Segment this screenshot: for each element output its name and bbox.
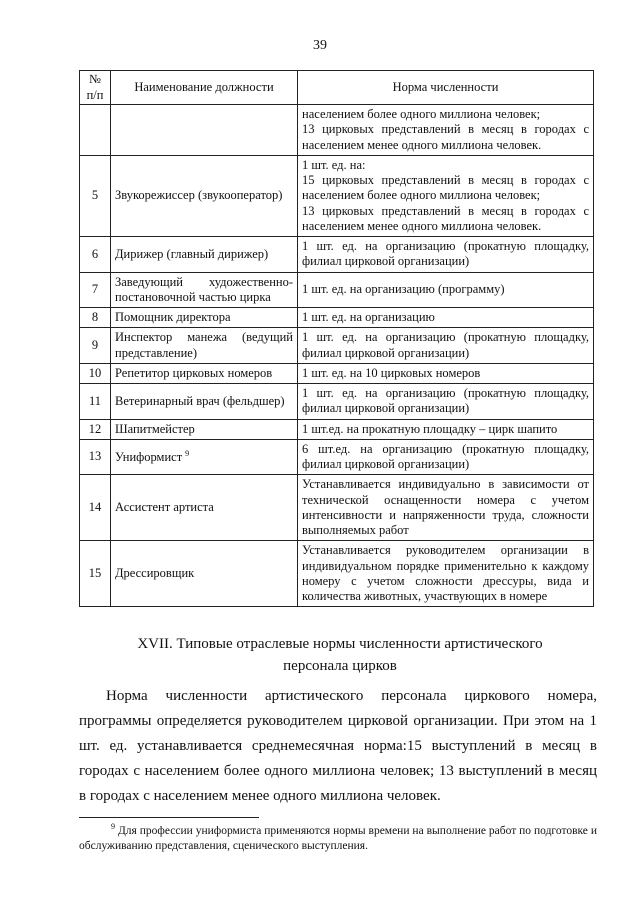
table-row xyxy=(80,384,594,420)
norm-line: 6 шт.ед. на организацию (прокатную площадку, филиал цирковой организации) xyxy=(302,441,589,471)
section-title xyxy=(90,634,590,678)
norm-line: Устанавливается руководителем организации в индивидуальном порядке применительно к каждому номеру с учетом сложности дрессуры, вида и количества животных, участвующих в номере xyxy=(302,543,589,603)
cell-num: 12 xyxy=(80,419,111,439)
cell-position xyxy=(111,105,298,156)
cell-position xyxy=(111,363,298,383)
cell-num: 7 xyxy=(80,272,111,308)
norm-line: 1 шт. ед. на 10 цирковых номеров xyxy=(302,365,481,380)
cell-position xyxy=(111,475,298,541)
norm-line: 1 шт. ед. на организацию (прокатную площадку, филиал цирковой организации) xyxy=(302,239,589,269)
table-row xyxy=(80,237,594,273)
cell-position xyxy=(111,328,298,364)
footnote-reference: 9 xyxy=(185,448,190,458)
table-header-row xyxy=(80,71,594,105)
cell-norm xyxy=(298,155,594,236)
position-label: Ассистент артиста xyxy=(115,500,214,515)
cell-num: 15 xyxy=(80,541,111,607)
cell-position xyxy=(111,155,298,236)
cell-norm xyxy=(298,272,594,308)
cell-position xyxy=(111,541,298,607)
cell-num: 13 xyxy=(80,439,111,475)
cell-norm xyxy=(298,475,594,541)
position-label: Ветеринарный врач (фельдшер) xyxy=(115,393,285,408)
staffing-norms-table xyxy=(79,70,594,607)
cell-norm xyxy=(298,384,594,420)
cell-position xyxy=(111,439,298,475)
footnote-text: Для профессии униформиста применяются нормы времени на выполнение работ по подготовке и обслуживанию представления, сценического выступления. xyxy=(79,824,597,852)
cell-num: 6 xyxy=(80,237,111,273)
norm-line: 1 шт.ед. на прокатную площадку – цирк шапито xyxy=(302,421,558,436)
cell-position xyxy=(111,384,298,420)
table-row xyxy=(80,541,594,607)
table-row xyxy=(80,363,594,383)
norm-line: населением более одного миллиона человек; xyxy=(302,107,541,121)
norm-line: 1 шт. ед. на: xyxy=(302,157,366,172)
table-row-continuation xyxy=(80,105,594,156)
cell-position xyxy=(111,419,298,439)
cell-norm xyxy=(298,363,594,383)
section-paragraph: Норма численности артистического персонала циркового номера, программы определяется руководителем цирковой организации. При этом на 1 шт. ед. устанавливается среднемесячная норма:15 выступлений в месяц в городах с населением более одного миллиона человек; 13 выступлений в месяц в городах с населением менее одного миллиона человек. xyxy=(79,688,597,804)
position-label: Шапитмейстер xyxy=(115,421,195,436)
position-label: Репетитор цирковых номеров xyxy=(115,365,273,380)
cell-norm xyxy=(298,237,594,273)
cell-norm xyxy=(298,419,594,439)
page-number: 39 xyxy=(313,38,327,53)
section-title-line-2: персонала цирков xyxy=(283,657,397,674)
header-norm: Норма численности xyxy=(298,71,594,105)
norm-line: 13 цирковых представлений в месяц в городах с населением менее одного миллиона человек. xyxy=(302,122,589,152)
position-label: Униформист xyxy=(115,449,183,464)
header-num: № п/п xyxy=(80,71,111,105)
cell-num: 5 xyxy=(80,155,111,236)
footnote xyxy=(79,822,597,854)
cell-num: 14 xyxy=(80,475,111,541)
cell-num: 10 xyxy=(80,363,111,383)
norm-line: 1 шт. ед. на организацию xyxy=(302,310,435,324)
table-row xyxy=(80,155,594,236)
position-label: Дрессировщик xyxy=(115,566,195,581)
cell-num: 8 xyxy=(80,308,111,328)
cell-num xyxy=(80,105,111,156)
cell-norm xyxy=(298,328,594,364)
table-row xyxy=(80,475,594,541)
table-row xyxy=(80,272,594,308)
footnote-divider xyxy=(79,817,259,818)
table-row xyxy=(80,308,594,328)
cell-norm xyxy=(298,439,594,475)
cell-position xyxy=(111,272,298,308)
cell-norm xyxy=(298,308,594,328)
cell-num: 11 xyxy=(80,384,111,420)
footnote-marker: 9 xyxy=(111,822,115,831)
position-label: Дирижер (главный дирижер) xyxy=(115,246,269,261)
norm-line: 15 цирковых представлений в месяц в городах с населением более одного миллиона человек; xyxy=(302,173,589,203)
norm-line: 1 шт. ед. на организацию (программу) xyxy=(302,282,505,297)
cell-position xyxy=(111,308,298,328)
table-row xyxy=(80,439,594,475)
cell-position xyxy=(111,237,298,273)
table-row xyxy=(80,328,594,364)
position-label: Звукорежиссер (звукооператор) xyxy=(115,188,283,203)
cell-norm xyxy=(298,105,594,156)
norm-line: 1 шт. ед. на организацию (прокатную площадку, филиал цирковой организации) xyxy=(302,330,589,360)
header-position: Наименование должности xyxy=(111,71,298,105)
position-label: Инспектор манежа (ведущий представление) xyxy=(115,330,293,360)
section-title-line-1: XVII. Типовые отраслевые нормы численности артистического xyxy=(137,636,543,652)
table-row xyxy=(80,419,594,439)
norm-line: Устанавливается индивидуально в зависимости от технической оснащенности номера с учетом интенсивности и напряженности труда, сложности выполняемых работ xyxy=(302,477,589,537)
cell-norm xyxy=(298,541,594,607)
norm-line: 13 цирковых представлений в месяц в городах с населением менее одного миллиона человек. xyxy=(302,203,589,233)
position-label: Заведующий художественно-постановочной частью цирка xyxy=(115,274,293,304)
norm-line: 1 шт. ед. на организацию (прокатную площадку, филиал цирковой организации) xyxy=(302,386,589,416)
cell-num: 9 xyxy=(80,328,111,364)
position-label: Помощник директора xyxy=(115,310,231,324)
